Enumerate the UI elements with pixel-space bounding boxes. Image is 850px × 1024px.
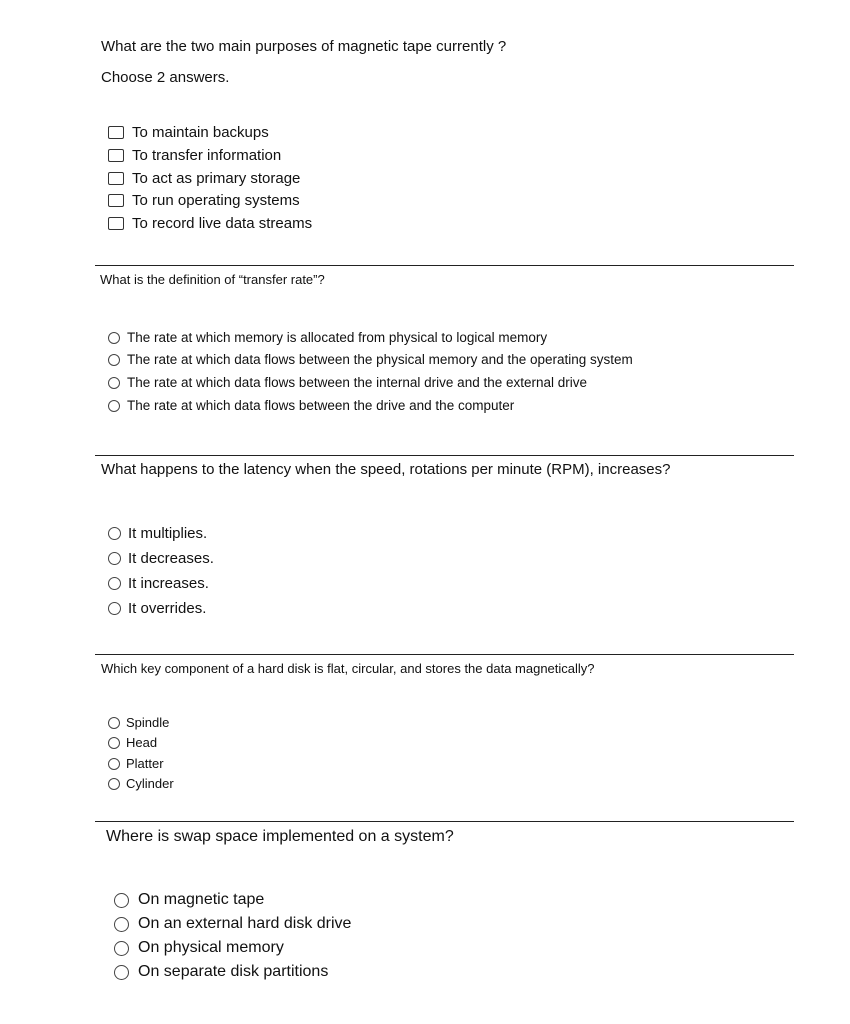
option-label: The rate at which data flows between the drive and the computer [127,398,515,413]
divider [95,455,794,456]
question-1-option-4[interactable] [108,192,300,209]
radio-button[interactable] [114,965,129,980]
question-4-option-2[interactable] [108,735,157,750]
checkbox[interactable] [108,217,124,230]
question-3-prompt: What happens to the latency when the speed, rotations per minute (RPM), increases? [101,461,671,478]
option-label: The rate at which data flows between the physical memory and the operating system [127,352,633,367]
option-label: Cylinder [126,776,174,791]
question-1-instruction: Choose 2 answers. [101,69,230,86]
option-label: To act as primary storage [132,170,301,187]
option-label: It increases. [128,575,209,592]
radio-button[interactable] [108,552,121,565]
checkbox[interactable] [108,194,124,207]
option-label: Head [126,735,158,750]
question-5-option-4[interactable] [114,963,328,981]
option-label: Spindle [126,715,170,730]
option-label: It decreases. [128,550,214,567]
question-5-prompt: Where is swap space implemented on a system? [106,828,454,845]
question-4-option-3[interactable] [108,756,164,771]
option-label: To transfer information [132,147,282,164]
question-3-option-3[interactable] [108,575,209,592]
divider [95,654,794,655]
question-3-option-2[interactable] [108,550,214,567]
question-5-option-3[interactable] [114,939,284,957]
option-label: On separate disk partitions [138,963,329,980]
radio-button[interactable] [114,893,129,908]
checkbox[interactable] [108,149,124,162]
radio-button[interactable] [108,577,121,590]
checkbox[interactable] [108,172,124,185]
question-4-option-1[interactable] [108,715,169,730]
question-4-option-4[interactable] [108,776,174,791]
option-label: To run operating systems [132,192,300,209]
radio-button[interactable] [108,717,120,729]
radio-button[interactable] [108,737,120,749]
question-1-option-5[interactable] [108,215,312,232]
option-label: It multiplies. [128,525,208,542]
question-1-option-2[interactable] [108,147,281,164]
question-3-option-1[interactable] [108,525,207,542]
divider [95,821,794,822]
question-2-prompt: What is the definition of “transfer rate”? [100,272,325,287]
option-label: Platter [126,756,164,771]
question-5-option-2[interactable] [114,915,351,933]
question-1-option-3[interactable] [108,170,300,187]
radio-button[interactable] [114,917,129,932]
option-label: The rate at which memory is allocated from physical to logical memory [127,330,548,345]
option-label: On magnetic tape [138,891,265,908]
question-4-prompt: Which key component of a hard disk is flat, circular, and stores the data magnetically? [101,661,595,676]
option-label: To maintain backups [132,124,269,141]
question-2-option-1[interactable] [108,330,547,345]
radio-button[interactable] [108,354,120,366]
radio-button[interactable] [108,332,120,344]
radio-button[interactable] [108,400,120,412]
question-3-option-4[interactable] [108,600,206,617]
checkbox[interactable] [108,126,124,139]
radio-button[interactable] [108,778,120,790]
option-label: On physical memory [138,939,284,956]
question-1-option-1[interactable] [108,124,269,141]
question-5-option-1[interactable] [114,891,264,909]
question-2-option-2[interactable] [108,352,633,367]
question-2-option-3[interactable] [108,375,587,390]
divider [95,265,794,266]
radio-button[interactable] [108,377,120,389]
question-2-option-4[interactable] [108,398,514,413]
radio-button[interactable] [108,527,121,540]
option-label: The rate at which data flows between the internal drive and the external drive [127,375,588,390]
radio-button[interactable] [108,602,121,615]
radio-button[interactable] [108,758,120,770]
option-label: It overrides. [128,600,207,617]
option-label: On an external hard disk drive [138,915,352,932]
question-1-prompt: What are the two main purposes of magnetic tape currently ? [101,38,507,55]
option-label: To record live data streams [132,215,313,232]
radio-button[interactable] [114,941,129,956]
